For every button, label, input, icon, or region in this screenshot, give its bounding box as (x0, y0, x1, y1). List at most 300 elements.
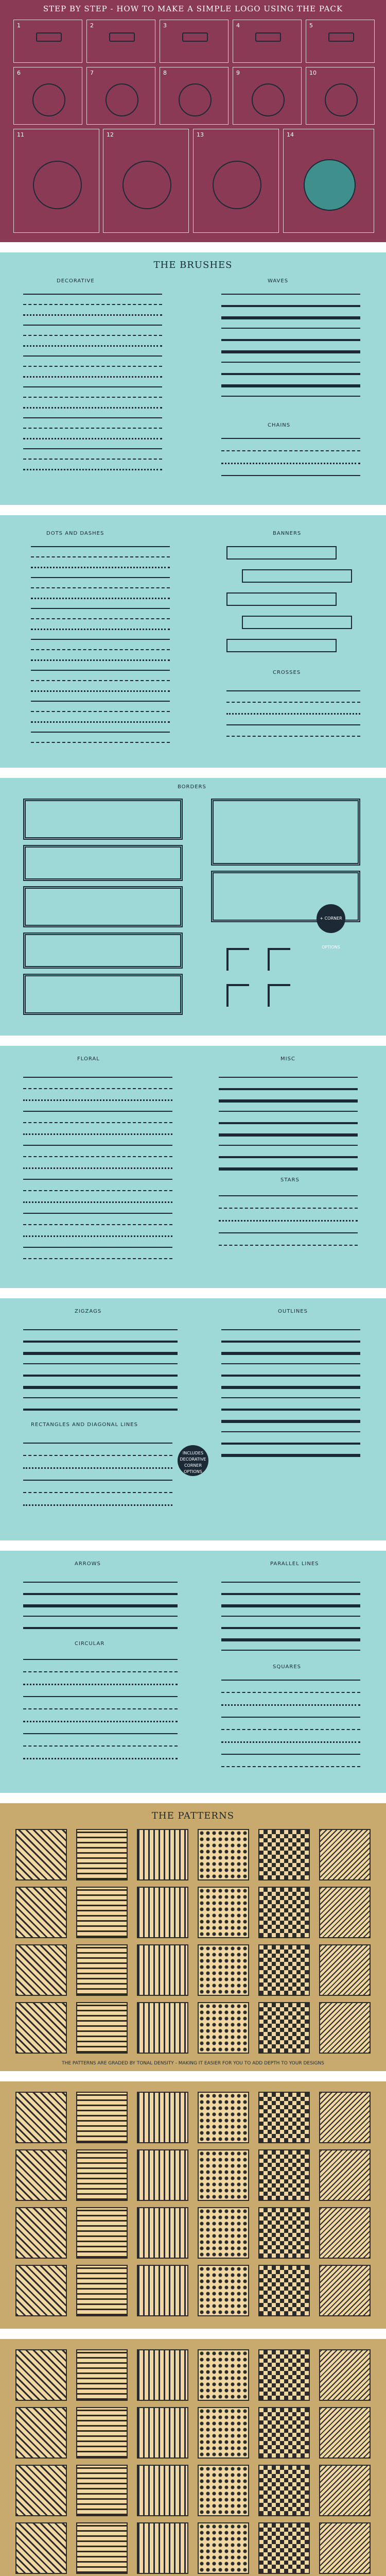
stars-label: STARS (280, 1177, 300, 1183)
decorative-label: DECORATIVE (57, 278, 95, 284)
brush-line (219, 1208, 358, 1209)
brush-line (23, 1745, 178, 1747)
pattern-tile (76, 1829, 128, 1880)
brush-line (23, 1375, 178, 1377)
brush-line (219, 1245, 358, 1246)
pattern-tile (198, 2092, 249, 2143)
border-frame (211, 871, 360, 922)
banner-shape (242, 569, 352, 583)
pattern-tile (15, 2265, 67, 2316)
zigzags-label: ZIGZAGS (75, 1309, 102, 1314)
brush-line (226, 702, 360, 703)
corner-shape (268, 984, 290, 1007)
pattern-tile (137, 2092, 188, 2143)
chains-label: CHAINS (268, 422, 291, 428)
pattern-tile (15, 2002, 67, 2054)
brush-line (221, 1363, 360, 1364)
pattern-tile (319, 2349, 371, 2401)
brush-line (221, 305, 360, 307)
floral-section (0, 1046, 386, 1288)
step-number: 10 (309, 70, 317, 76)
corner-options-badge: + CORNER OPTIONS (317, 904, 345, 933)
pattern-tile (137, 2207, 188, 2259)
brush-line (23, 1467, 172, 1469)
pattern-tile (76, 2349, 128, 2401)
brush-line (23, 1504, 172, 1506)
pattern-tile (198, 2349, 249, 2401)
dots-dashes-label: DOTS AND DASHES (46, 531, 104, 536)
brush-line (31, 670, 170, 671)
step-number: 1 (17, 22, 21, 29)
brush-line (23, 1099, 172, 1101)
brush-line (226, 736, 360, 737)
pattern-tile (258, 2407, 310, 2459)
brush-line (23, 1077, 172, 1078)
pattern-tile (137, 2265, 188, 2316)
pattern-tile (198, 2522, 249, 2574)
brush-line (23, 1133, 172, 1135)
pattern-tile (319, 2465, 371, 2516)
brush-line (219, 1167, 358, 1171)
step-number: 12 (107, 131, 114, 138)
brush-line (31, 711, 170, 712)
brush-line (31, 608, 170, 609)
patterns-caption: THE PATTERNS ARE GRADED BY TONAL DENSITY - MAKING IT EASIER FOR YOU TO ADD DEPTH TO YOUR DESIGNS (62, 2061, 324, 2066)
brushes-section-2 (0, 515, 386, 768)
step-number: 8 (163, 70, 167, 76)
brush-line (23, 1480, 172, 1481)
brush-line (31, 639, 170, 640)
step-panel (306, 20, 375, 63)
brush-line (221, 1680, 360, 1681)
pattern-tile (319, 2092, 371, 2143)
brush-line (221, 1582, 360, 1583)
pattern-tile (319, 1944, 371, 1996)
brush-line (221, 1741, 360, 1743)
step-panel (193, 129, 279, 233)
squares-label: SQUARES (273, 1664, 301, 1670)
brush-line (221, 1638, 360, 1641)
brush-line (221, 1650, 360, 1651)
brush-line (221, 1717, 360, 1718)
step-number: 6 (17, 70, 21, 76)
pattern-tile (258, 1829, 310, 1880)
brush-line (219, 1133, 358, 1137)
brush-line (23, 407, 162, 409)
misc-label: MISC (280, 1056, 295, 1062)
border-frame (211, 799, 360, 866)
brush-line (219, 1111, 358, 1112)
brush-line (23, 386, 162, 387)
step-panel (13, 129, 99, 233)
pattern-tile (15, 2522, 67, 2574)
brush-line (23, 1224, 172, 1225)
banners-label: BANNERS (273, 531, 302, 536)
pattern-tile (15, 1944, 67, 1996)
parallel-label: PARALLEL LINES (270, 1561, 319, 1567)
step-panel (86, 67, 155, 125)
pattern-tile (319, 2149, 371, 2201)
pattern-tile (76, 2407, 128, 2459)
step-panel (160, 20, 229, 63)
step-number: 5 (309, 22, 313, 29)
pattern-tile (198, 1887, 249, 1938)
brush-line (31, 577, 170, 578)
logo-shape (328, 32, 354, 42)
border-frame (23, 845, 183, 881)
logo-shape (32, 83, 66, 117)
border-frame (23, 974, 183, 1015)
brush-line (23, 448, 162, 449)
logo-shape (213, 161, 261, 210)
brush-line (23, 1671, 178, 1672)
pattern-tile (198, 2149, 249, 2201)
pattern-tile (319, 2522, 371, 2574)
pattern-tile (15, 2465, 67, 2516)
brush-line (23, 1582, 178, 1583)
pattern-tile (15, 2407, 67, 2459)
pattern-tile (137, 2465, 188, 2516)
brush-line (23, 1397, 178, 1398)
step-panel (160, 67, 229, 125)
brush-line (221, 1352, 360, 1355)
brush-line (221, 1375, 360, 1377)
step-number: 4 (236, 22, 240, 29)
brush-line (23, 1443, 172, 1444)
brush-line (23, 1363, 178, 1364)
brush-line (221, 1627, 360, 1629)
brush-line (23, 355, 162, 357)
brush-line (221, 396, 360, 397)
brush-line (23, 469, 162, 470)
step-panel (86, 20, 155, 63)
pattern-tile (258, 2349, 310, 2401)
logo-shape (36, 32, 61, 42)
brush-line (23, 376, 162, 378)
brush-line (221, 1420, 360, 1423)
brush-line (31, 680, 170, 681)
brush-line (221, 384, 360, 387)
brush-line (221, 362, 360, 363)
brush-line (221, 1692, 360, 1693)
step-number: 14 (287, 131, 294, 138)
pattern-tile (76, 1944, 128, 1996)
brush-line (23, 1708, 178, 1709)
brush-line (219, 1220, 358, 1222)
pattern-tile (76, 2207, 128, 2259)
corner-shape (226, 948, 249, 971)
brush-line (23, 325, 162, 326)
brush-line (219, 1077, 358, 1078)
corner-badge: INCLUDES DECORATIVE CORNER OPTIONS (178, 1445, 208, 1476)
brush-line (23, 1492, 172, 1493)
brush-line (23, 1684, 178, 1685)
step-number: 11 (17, 131, 24, 138)
brush-line (31, 701, 170, 702)
step-panel (103, 129, 189, 233)
brush-line (221, 1386, 360, 1389)
brush-line (23, 1593, 178, 1595)
brush-line (23, 314, 162, 316)
pattern-tile (258, 2002, 310, 2054)
borders-label: BORDERS (178, 784, 206, 790)
brush-line (221, 450, 360, 451)
brush-line (23, 1088, 172, 1089)
pattern-tile (198, 2407, 249, 2459)
brush-line (31, 659, 170, 661)
brush-line (23, 397, 162, 398)
brush-line (23, 1604, 178, 1607)
brush-line (23, 1329, 178, 1330)
rectangles-label: RECTANGLES AND DIAGONAL LINES (31, 1422, 138, 1428)
pattern-tile (258, 2465, 310, 2516)
pattern-tile (198, 2207, 249, 2259)
border-frame (23, 933, 183, 969)
logo-shape (179, 83, 212, 117)
banner-shape (242, 616, 352, 629)
brush-line (23, 438, 162, 439)
brush-line (23, 1409, 178, 1411)
pattern-tile (198, 1829, 249, 1880)
pattern-tile (137, 2002, 188, 2054)
brush-line (221, 1329, 360, 1330)
brush-line (23, 345, 162, 347)
brush-line (221, 1431, 360, 1432)
pattern-tile (137, 2522, 188, 2574)
border-frame (23, 886, 183, 927)
logo-shape (122, 161, 171, 210)
logo-shape (255, 32, 280, 42)
brush-line (23, 1145, 172, 1146)
pattern-tile (15, 2092, 67, 2143)
pattern-tile (258, 2522, 310, 2574)
pattern-tile (258, 2092, 310, 2143)
pattern-tile (319, 2002, 371, 2054)
brush-line (23, 1352, 178, 1355)
brush-line (221, 438, 360, 439)
brush-line (23, 1156, 172, 1157)
brush-line (23, 1122, 172, 1123)
pattern-tile (15, 2349, 67, 2401)
brush-line (221, 1443, 360, 1445)
step-number: 13 (197, 131, 204, 138)
brush-line (221, 1754, 360, 1755)
logo-shape (252, 83, 285, 117)
pattern-tile (258, 2265, 310, 2316)
brush-line (221, 1454, 360, 1457)
brush-line (219, 1088, 358, 1090)
brush-line (31, 546, 170, 547)
brush-line (23, 1179, 172, 1180)
pattern-tile (198, 2465, 249, 2516)
brush-line (23, 1616, 178, 1617)
patterns-section-3 (0, 2339, 386, 2576)
brush-line (23, 1201, 172, 1203)
brushes-section-1 (0, 252, 386, 505)
brush-line (31, 649, 170, 650)
step-panel (233, 67, 302, 125)
logo-shape (109, 32, 134, 42)
pattern-tile (15, 2207, 67, 2259)
logo-shape (33, 161, 82, 210)
outlines-label: OUTLINES (278, 1309, 308, 1314)
pattern-tile (319, 1887, 371, 1938)
logo-shape (304, 159, 355, 211)
brush-line (221, 1593, 360, 1595)
step-by-step-section (0, 0, 386, 242)
brush-line (31, 629, 170, 630)
brush-line (23, 459, 162, 460)
brush-line (23, 366, 162, 367)
brush-line (221, 475, 360, 476)
pattern-tile (137, 2407, 188, 2459)
crosses-label: CROSSES (273, 670, 301, 675)
brush-line (31, 721, 170, 723)
pattern-tile (76, 2522, 128, 2574)
brush-line (31, 598, 170, 599)
brush-line (23, 1696, 178, 1697)
circular-label: CIRCULAR (75, 1641, 105, 1647)
banner-shape (226, 592, 337, 606)
pattern-tile (137, 1829, 188, 1880)
brush-line (221, 316, 360, 319)
pattern-tile (76, 2265, 128, 2316)
brush-line (226, 690, 360, 691)
step-number: 7 (90, 70, 94, 76)
pattern-tile (319, 1829, 371, 1880)
brush-line (219, 1156, 358, 1158)
arrows-section (0, 1551, 386, 1793)
brush-line (221, 350, 360, 353)
pattern-tile (319, 2207, 371, 2259)
step-number: 9 (236, 70, 240, 76)
brush-line (31, 556, 170, 557)
step-panel (283, 129, 374, 233)
brush-line (221, 294, 360, 295)
pattern-tile (258, 1887, 310, 1938)
brush-line (226, 713, 360, 715)
step-number: 3 (163, 22, 167, 29)
brush-line (221, 1729, 360, 1730)
brush-line (23, 1258, 172, 1259)
brush-line (31, 567, 170, 568)
brush-line (221, 328, 360, 329)
border-frame (23, 799, 183, 840)
brush-line (219, 1232, 358, 1233)
brush-line (23, 304, 162, 305)
step-panel (306, 67, 375, 125)
patterns-section-1 (0, 1803, 386, 2071)
corner-shape (226, 984, 249, 1007)
banner-shape (226, 639, 337, 652)
pattern-tile (76, 2465, 128, 2516)
brush-line (23, 1167, 172, 1169)
pattern-tile (15, 1887, 67, 1938)
brush-line (23, 1213, 172, 1214)
banner-shape (226, 546, 337, 560)
logo-shape (325, 83, 358, 117)
brush-line (23, 294, 162, 295)
brush-line (23, 1627, 178, 1629)
step-panel (13, 67, 82, 125)
brush-line (221, 1616, 360, 1617)
corner-shape (268, 948, 290, 971)
pattern-tile (137, 1944, 188, 1996)
pattern-tile (76, 2002, 128, 2054)
logo-shape (182, 32, 207, 42)
pattern-tile (76, 2149, 128, 2201)
brush-line (221, 339, 360, 341)
pattern-tile (258, 1944, 310, 1996)
arrows-label: ARROWS (75, 1561, 101, 1567)
brush-line (23, 1190, 172, 1191)
pattern-tile (198, 1944, 249, 1996)
floral-label: FLORAL (77, 1056, 100, 1062)
pattern-tile (15, 2149, 67, 2201)
zigzag-section (0, 1298, 386, 1540)
patterns-section-2 (0, 2081, 386, 2329)
pattern-tile (258, 2149, 310, 2201)
brush-line (31, 587, 170, 588)
brush-line (219, 1122, 358, 1124)
logo-shape (106, 83, 139, 117)
brush-line (226, 724, 360, 725)
brush-line (23, 1721, 178, 1722)
step-panel (13, 20, 82, 63)
pattern-tile (76, 1887, 128, 1938)
brush-line (23, 1235, 172, 1237)
brush-line (221, 1704, 360, 1706)
brush-line (23, 1386, 178, 1389)
brush-line (23, 1758, 178, 1759)
patterns-title: THE PATTERNS (151, 1810, 235, 1821)
pattern-tile (198, 2265, 249, 2316)
pattern-tile (319, 2407, 371, 2459)
pattern-tile (137, 1887, 188, 1938)
pattern-tile (76, 2092, 128, 2143)
brush-line (221, 463, 360, 464)
pattern-tile (137, 2149, 188, 2201)
pattern-tile (198, 2002, 249, 2054)
brushes-title: THE BRUSHES (153, 260, 233, 270)
brush-line (31, 690, 170, 692)
brush-line (221, 1341, 360, 1343)
borders-section (0, 778, 386, 1036)
waves-label: WAVES (268, 278, 289, 284)
brush-line (23, 335, 162, 336)
brush-line (23, 1111, 172, 1112)
pattern-tile (15, 1829, 67, 1880)
brush-line (23, 1247, 172, 1248)
brush-line (23, 1455, 172, 1456)
brush-line (31, 732, 170, 733)
pattern-tile (319, 2265, 371, 2316)
brush-line (221, 373, 360, 375)
brush-line (219, 1145, 358, 1146)
brush-line (221, 1409, 360, 1411)
brush-line (221, 1397, 360, 1398)
brush-line (219, 1195, 358, 1196)
pattern-tile (137, 2349, 188, 2401)
brush-line (23, 1341, 178, 1343)
brush-line (23, 1733, 178, 1734)
brush-line (23, 417, 162, 418)
brush-line (23, 428, 162, 429)
step-panel (233, 20, 302, 63)
brush-line (221, 1766, 360, 1767)
brush-line (31, 618, 170, 619)
step-title: STEP BY STEP - HOW TO MAKE A SIMPLE LOGO USING THE PACK (43, 4, 343, 13)
